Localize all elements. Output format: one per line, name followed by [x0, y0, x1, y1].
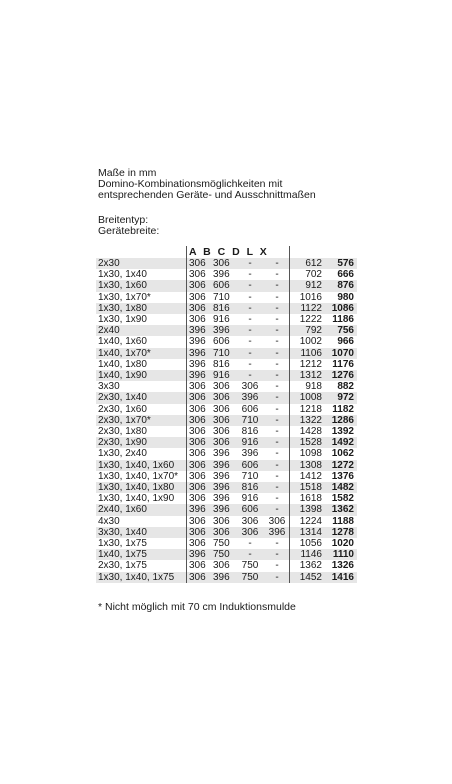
combination-cell: 4x30 [96, 516, 187, 527]
dim-d-cell: - [265, 269, 290, 280]
width-l-cell: 1106 [290, 348, 323, 359]
width-l-cell: 1008 [290, 392, 323, 403]
width-l-cell: 912 [290, 280, 323, 291]
row-labels [98, 215, 159, 237]
dim-a-cell: 306 [189, 403, 206, 415]
dim-b-cell: 916 [213, 314, 230, 326]
width-l-cell: 1312 [290, 370, 323, 381]
dim-b-cell: 710 [211, 348, 235, 359]
dim-c-cell: 396 [241, 448, 259, 460]
combination-cell: 1x40, 1x60 [96, 336, 187, 347]
table-row [96, 258, 357, 269]
combination-cell: 3x30 [96, 381, 187, 392]
dim-b-cell: 750 [213, 538, 230, 550]
dim-d-cell: - [265, 370, 290, 381]
dim-c-cell: 396 [235, 392, 265, 403]
cutout-x-cell: 1086 [322, 303, 357, 314]
table-row [96, 359, 357, 370]
combination-cell: 2x40 [96, 325, 187, 336]
dim-a-cell: 396 [189, 358, 206, 370]
dim-d-cell: - [265, 426, 290, 437]
combination-cell: 1x40, 1x80 [96, 359, 187, 370]
combination-cell: 1x40, 1x90 [96, 370, 187, 381]
combination-cell: 1x30, 1x40 [96, 269, 187, 280]
cutout-x-cell: 1482 [322, 482, 357, 493]
dim-b-cell: 306 [211, 527, 235, 538]
header-blank-right [290, 246, 323, 258]
combination-cell: 1x30, 1x70* [96, 292, 187, 303]
cutout-x-cell: 1186 [332, 314, 354, 326]
dim-a-cell: 306 [189, 291, 206, 303]
dim-d-cell: - [265, 572, 290, 583]
units-note: Maße in mm [98, 167, 157, 179]
table-row [96, 504, 357, 515]
combination-cell: 2x30, 1x60 [96, 404, 187, 415]
table-row [96, 471, 357, 482]
header-blank-last [322, 246, 357, 258]
cutout-x-cell: 1182 [332, 403, 354, 415]
width-l-cell: 1362 [299, 560, 322, 572]
dim-c-cell: 816 [241, 426, 259, 438]
dim-d-cell: - [265, 292, 290, 303]
column-letters-header: A B C D L X [189, 246, 269, 258]
dim-a-cell: 306 [189, 515, 206, 527]
dim-c-cell: 916 [235, 437, 265, 448]
dim-d-cell: - [265, 348, 290, 359]
dim-d-cell: - [265, 448, 290, 459]
table-row [96, 437, 357, 448]
dim-b-cell: 816 [213, 358, 230, 370]
cutout-x-cell: 876 [322, 280, 357, 291]
cutout-x-cell: 576 [322, 258, 357, 269]
combination-cell: 2x30, 1x40 [96, 392, 187, 403]
width-l-cell: 1428 [299, 426, 322, 438]
dim-a-cell: 306 [187, 415, 212, 426]
dim-d-cell: - [265, 493, 290, 504]
cutout-x-cell: 1176 [332, 358, 354, 370]
dim-d-cell: - [265, 280, 290, 291]
dim-a-cell: 306 [187, 437, 212, 448]
dim-b-cell: 396 [211, 325, 235, 336]
combination-cell: 2x30, 1x75 [96, 560, 187, 571]
dim-a-cell: 306 [189, 493, 206, 505]
table-row [96, 460, 357, 471]
dim-a-cell: 306 [189, 560, 206, 572]
dim-d-cell: - [265, 460, 290, 471]
dim-b-cell: 306 [213, 426, 230, 438]
dim-c-cell: - [235, 280, 265, 291]
cutout-x-cell: 1276 [322, 370, 357, 381]
dim-d-cell: - [265, 258, 290, 269]
dim-a-cell: 396 [189, 336, 206, 348]
dim-b-cell: 396 [211, 482, 235, 493]
dim-b-cell: 396 [213, 493, 230, 505]
dim-a-cell: 306 [189, 538, 206, 550]
intro-line-3: entsprechenden Geräte- und Ausschnittmaßen [98, 189, 316, 201]
dim-b-cell: 396 [211, 504, 235, 515]
cutout-x-cell: 1020 [331, 538, 354, 550]
dim-d-cell: - [265, 471, 290, 482]
combination-cell: 1x30, 1x40, 1x75 [96, 572, 187, 583]
combination-cell: 3x30, 1x40 [96, 527, 187, 538]
table-row [96, 381, 357, 392]
dim-c-cell: - [235, 303, 265, 314]
dim-a-cell: 306 [189, 381, 206, 393]
dim-a-cell: 306 [189, 470, 206, 482]
table-row [96, 314, 357, 325]
width-l-cell: 1322 [290, 415, 323, 426]
dim-c-cell: 606 [235, 504, 265, 515]
combination-cell: 2x40, 1x60 [96, 504, 187, 515]
dim-c-cell: 750 [241, 560, 259, 572]
dim-c-cell: - [248, 291, 252, 303]
width-l-cell: 1518 [290, 482, 323, 493]
cutout-x-cell: 1110 [322, 549, 357, 560]
width-l-cell: 702 [305, 269, 322, 281]
table-row [96, 572, 357, 583]
dim-c-cell: 916 [241, 493, 259, 505]
dim-a-cell: 306 [187, 460, 212, 471]
cutout-x-cell: 1272 [322, 460, 357, 471]
dim-d-cell: - [265, 314, 290, 325]
dim-d-cell: - [265, 336, 290, 347]
dim-d-cell: - [265, 325, 290, 336]
cutout-x-cell: 882 [337, 381, 354, 393]
width-l-cell: 1218 [299, 403, 322, 415]
table-body [96, 258, 357, 583]
geraetebreite-label: Gerätebreite: [98, 225, 160, 237]
cutout-x-cell: 1278 [322, 527, 357, 538]
dim-d-cell: - [265, 381, 290, 392]
dim-c-cell: - [248, 336, 252, 348]
width-l-cell: 1398 [290, 504, 323, 515]
dim-d-cell: - [265, 504, 290, 515]
dim-a-cell: 306 [187, 392, 212, 403]
combination-cell: 2x30, 1x70* [96, 415, 187, 426]
width-l-cell: 1098 [299, 448, 322, 460]
dim-b-cell: 306 [211, 258, 235, 269]
cutout-x-cell: 1326 [331, 560, 354, 572]
dim-c-cell: 816 [235, 482, 265, 493]
cutout-x-cell: 1070 [322, 348, 357, 359]
table-row [96, 482, 357, 493]
dim-b-cell: 306 [213, 403, 230, 415]
cutout-x-cell: 1392 [331, 426, 354, 438]
width-l-cell: 1412 [299, 470, 322, 482]
combination-cell: 1x40, 1x75 [96, 549, 187, 560]
dim-d-cell: - [265, 415, 290, 426]
combination-table [96, 246, 357, 583]
intro-line-2: Domino-Kombinationsmöglichkeiten mit [98, 178, 283, 190]
dim-d-cell: - [265, 359, 290, 370]
table-row [96, 292, 357, 303]
width-l-cell: 1002 [299, 336, 322, 348]
cutout-x-cell: 966 [337, 336, 354, 348]
table-row [96, 426, 357, 437]
dim-c-cell: - [248, 269, 252, 281]
width-l-cell: 1016 [299, 291, 322, 303]
table-row [96, 336, 357, 347]
cutout-x-cell: 756 [322, 325, 357, 336]
table-row [96, 493, 357, 504]
cutout-x-cell: 1362 [322, 504, 357, 515]
dim-b-cell: 606 [213, 336, 230, 348]
dim-a-cell: 306 [187, 482, 212, 493]
width-l-cell: 918 [305, 381, 322, 393]
cutout-x-cell: 980 [337, 291, 354, 303]
combination-cell: 2x30 [96, 258, 187, 269]
dim-c-cell: 710 [241, 470, 259, 482]
dim-b-cell: 306 [211, 415, 235, 426]
width-l-cell: 1222 [299, 314, 322, 326]
width-l-cell: 792 [290, 325, 323, 336]
width-l-cell: 1452 [290, 572, 323, 583]
width-l-cell: 1308 [290, 460, 323, 471]
combination-cell: 1x30, 1x40, 1x80 [96, 482, 187, 493]
table-row [96, 392, 357, 403]
dim-a-cell: 306 [187, 303, 212, 314]
dim-d-cell: - [265, 392, 290, 403]
dim-c-cell: 710 [235, 415, 265, 426]
dim-b-cell: 916 [211, 370, 235, 381]
dim-b-cell: 396 [213, 269, 230, 281]
dim-a-cell: 306 [189, 269, 206, 281]
table-row [96, 549, 357, 560]
dim-b-cell: 750 [211, 549, 235, 560]
dim-b-cell: 396 [213, 448, 230, 460]
table-row [96, 527, 357, 538]
dim-d-cell: 306 [265, 516, 290, 527]
dim-a-cell: 306 [187, 258, 212, 269]
dim-c-cell: - [235, 549, 265, 560]
dim-c-cell: - [235, 348, 265, 359]
width-l-cell: 1212 [299, 358, 322, 370]
dim-d-cell: - [265, 538, 290, 549]
width-l-cell: 1224 [299, 515, 322, 527]
dim-b-cell: 606 [211, 280, 235, 291]
dim-d-cell: - [265, 549, 290, 560]
dim-c-cell: 606 [235, 460, 265, 471]
dim-b-cell: 306 [211, 392, 235, 403]
dim-a-cell: 306 [189, 448, 206, 460]
dim-d-cell: - [265, 560, 290, 571]
intro-text [98, 168, 316, 201]
cutout-x-cell: 972 [322, 392, 357, 403]
cutout-x-cell: 666 [337, 269, 354, 281]
dim-c-cell: - [248, 358, 252, 370]
breitentyp-label: Breitentyp: [98, 214, 149, 226]
combination-cell: 1x30, 1x40, 1x70* [96, 471, 187, 482]
table-row [96, 348, 357, 359]
dim-c-cell: - [235, 370, 265, 381]
dim-d-cell: - [265, 303, 290, 314]
table-row [96, 516, 357, 527]
dim-c-cell: 750 [235, 572, 265, 583]
dim-c-cell: 306 [241, 381, 259, 393]
dim-a-cell: 306 [189, 314, 206, 326]
width-l-cell: 1618 [299, 493, 322, 505]
dim-c-cell: 306 [241, 515, 259, 527]
dim-b-cell: 396 [213, 470, 230, 482]
table-row [96, 538, 357, 549]
width-l-cell: 1528 [290, 437, 323, 448]
table-row [96, 448, 357, 459]
dim-c-cell: - [235, 325, 265, 336]
table-row [96, 370, 357, 381]
dim-c-cell: 606 [241, 403, 259, 415]
combination-cell: 1x40, 1x70* [96, 348, 187, 359]
dim-a-cell: 306 [187, 572, 212, 583]
combination-cell: 1x30, 1x40, 1x90 [96, 493, 187, 504]
dim-b-cell: 306 [213, 381, 230, 393]
width-l-cell: 1146 [290, 549, 323, 560]
combination-cell: 2x30, 1x90 [96, 437, 187, 448]
width-l-cell: 612 [290, 258, 323, 269]
cutout-x-cell: 1582 [331, 493, 354, 505]
cutout-x-cell: 1492 [322, 437, 357, 448]
dim-a-cell: 306 [187, 527, 212, 538]
dim-a-cell: 396 [187, 504, 212, 515]
dim-a-cell: 396 [187, 325, 212, 336]
dim-c-cell: - [248, 314, 252, 326]
table-row [96, 280, 357, 291]
cutout-x-cell: 1416 [322, 572, 357, 583]
combination-cell: 2x30, 1x80 [96, 426, 187, 437]
dim-d-cell: - [265, 482, 290, 493]
table-header-row [96, 246, 357, 258]
combination-cell: 1x30, 1x80 [96, 303, 187, 314]
header-blank [96, 246, 187, 258]
dim-a-cell: 396 [187, 348, 212, 359]
table-row [96, 404, 357, 415]
cutout-x-cell: 1286 [322, 415, 357, 426]
dim-b-cell: 396 [211, 572, 235, 583]
dim-b-cell: 306 [213, 560, 230, 572]
combination-cell: 1x30, 2x40 [96, 448, 187, 459]
dim-d-cell: 396 [265, 527, 290, 538]
dim-b-cell: 306 [213, 515, 230, 527]
dim-d-cell: - [265, 437, 290, 448]
dim-c-cell: 306 [235, 527, 265, 538]
dim-a-cell: 396 [187, 370, 212, 381]
table-row [96, 560, 357, 571]
cutout-x-cell: 1376 [331, 470, 354, 482]
table-row [96, 303, 357, 314]
cutout-x-cell: 1188 [332, 515, 354, 527]
footnote: * Nicht möglich mit 70 cm Induktionsmulde [98, 601, 296, 613]
combination-cell: 1x30, 1x90 [96, 314, 187, 325]
width-l-cell: 1056 [299, 538, 322, 550]
dim-c-cell: - [235, 258, 265, 269]
dim-a-cell: 396 [187, 549, 212, 560]
dim-a-cell: 306 [187, 280, 212, 291]
combination-cell: 1x30, 1x40, 1x60 [96, 460, 187, 471]
width-l-cell: 1314 [290, 527, 323, 538]
dim-d-cell: - [265, 404, 290, 415]
dim-b-cell: 816 [211, 303, 235, 314]
table-row [96, 415, 357, 426]
combination-cell: 1x30, 1x75 [96, 538, 187, 549]
dim-c-cell: - [248, 538, 252, 550]
dim-b-cell: 396 [211, 460, 235, 471]
dim-a-cell: 306 [189, 426, 206, 438]
combination-cell: 1x30, 1x60 [96, 280, 187, 291]
dim-b-cell: 306 [211, 437, 235, 448]
width-l-cell: 1122 [290, 303, 323, 314]
table-row [96, 325, 357, 336]
table-row [96, 269, 357, 280]
cutout-x-cell: 1062 [331, 448, 354, 460]
dim-b-cell: 710 [213, 291, 230, 303]
